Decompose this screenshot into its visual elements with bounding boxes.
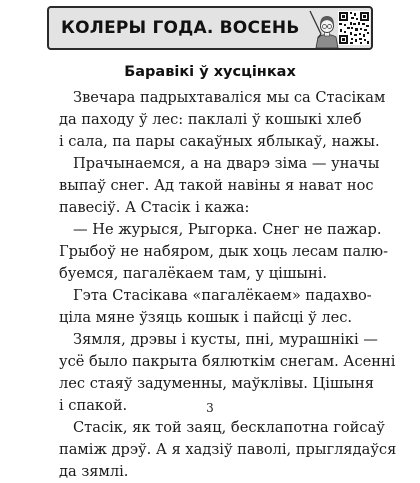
story-line: павесіў. А Стасік і кажа: [59,199,250,216]
story-line: да паходу ў лес: паклалі ў кошыкі хлеб [59,111,362,128]
story-line: Грыбоў не набяром, дык хоць лесам палю- [59,243,389,260]
qr-code-icon [338,11,370,45]
story-line: Звечара падрыхтаваліся мы са Стасікам [73,89,386,106]
story-line: ціла мяне ўзяць кошык і пайсці ў лес. [59,309,353,326]
story-line: паміж дрэў. А я хадзіў паволі, прыглядаўся [59,441,397,458]
story-line: лес стаяў задуменны, маўклівы. Цішыня [59,375,374,392]
chapter-header [47,6,373,50]
story-line: буемся, пагалёкаем там, у цішыні. [59,265,328,282]
story-line: — Не журыся, Рыгорка. Снег не пажар. [73,221,382,238]
chapter-title: КОЛЕРЫ ГОДА. ВОСЕНЬ [61,18,300,38]
story-line: Зямля, дрэвы і кусты, пні, мурашнікі — [73,331,378,348]
story-line: і спакой. [59,397,128,414]
story-line: Прачынаемся, а на дварэ зіма — уначы [73,155,380,172]
story-text [59,87,397,483]
story-line: Гэта Стасікава «пагалёкаем» падахво- [73,287,372,304]
story-line: выпаў снег. Ад такой навіны я нават нос [59,177,374,194]
story-line: да зямлі. [59,463,129,480]
page-number: 3 [206,401,214,415]
story-title: Баравікі ў хусцінках [124,64,296,80]
story-line: усё было пакрыта бялюткім снегам. Асенні [59,353,396,370]
story-line: Стасік, як той заяц, бесклапотна гойсаў [73,419,385,436]
story-line: і сала, па пары сакаўных яблыкаў, нажы. [59,133,380,150]
